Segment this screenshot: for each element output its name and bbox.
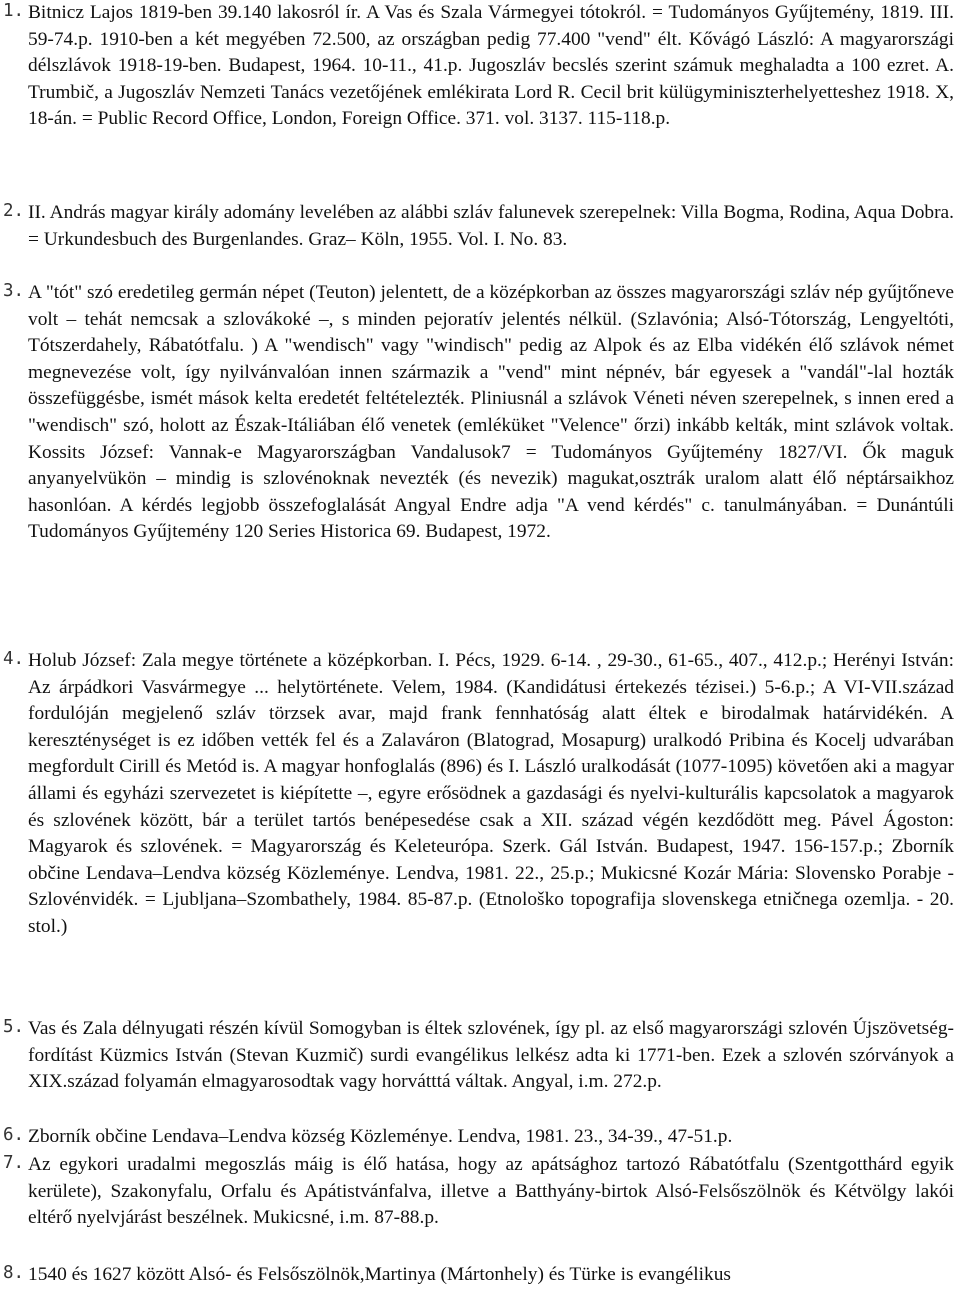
footnote-1 <box>0 0 960 133</box>
footnote-number: 3. <box>3 281 25 301</box>
footnote-text: Az egykori uradalmi megoszlás máig is élő hatása, hogy az apátsághoz tartozó Rábatótfalu (Szentgotthárd egyik kerülete), Szakonyfalu, Orfalu és Apátistvánfalva, illetve a Batthyány-birtok Alsó-Felsőszölnök és Kétvölgy lakói eltérő nyelvjárást beszélnek. Mukicsné, i.m. 87-88.p. <box>28 1154 954 1229</box>
footnote-number: 1. <box>3 1 25 21</box>
footnote-4 <box>0 648 960 941</box>
footnote-text: Vas és Zala délnyugati részén kívül Somogyban is éltek szlovének, így pl. az első magyarországi szlovén Újszövetség-fordítást Küzmics István (Stevan Kuzmič) surdi evangélikus lelkész adta ki 1771-ben. Ezek a szlovén szórványok a XIX.század folyamán elmagyarosodtak vagy horvátttá váltak. Angyal, i.m. 272.p. <box>28 1018 954 1093</box>
footnote-number: 5. <box>3 1017 25 1037</box>
footnote-2 <box>0 200 960 253</box>
footnote-number: 2. <box>3 201 25 221</box>
footnote-number: 4. <box>3 649 25 669</box>
footnote-text: II. András magyar király adomány levelében az alábbi szláv falunevek szerepelnek: Villa Bogma, Rodina, Aqua Dobra. = Urkundesbuch des Burgenlandes. Graz– Köln, 1955. Vol. I. No. 83. <box>28 202 954 250</box>
footnote-text: A "tót" szó eredetileg germán népet (Teuton) jelentett, de a középkorban az összes magyarországi szláv nép gyűjtőneve volt – tehát nemcsak a szlovákoké –, s minden pejoratív jelentés nélkül. (Szlavónia; Alsó-Tótország, Lengyeltóti, Tótszerdahely, Rábatótfalu. ) A "wendisch" vagy "windisch" pedig az Alpok és az Elba vidékén élő szlávok német megnevezése volt, így nyilvánvalóan innen származik a "vend" mint népnév, bár egyesek a "vandál"-lal hozták összefüggésbe, ismét mások kelta eredetét feltételezték. Pliniusnál a szlávok Véneti néven szerepelnek, s innen ered a "wendisch" szó, holott az Észak-Itáliában élő venetek (emléküket "Velence" őrzi) inkább kelták, mint szlávok voltak. Kossits József: Vannak-e Magyarországban Vandalusok7 = Tudományos Gyűjtemény 1827/VI. Ők maguk anyanyelvükön – mindig is szlovénoknak nevezték (és nevezik) magukat,osztrák uralom alatt élő néptársaikhoz hasonlóan. A kérdés legjobb összefoglalását Angyal Endre adja "A vend kérdés" c. tanulmányában. = Dunántúli Tudományos Gyűjtemény 120 Series Historica 69. Budapest, 1972. <box>28 282 954 543</box>
footnote-number: 6. <box>3 1125 25 1145</box>
footnote-number: 7. <box>3 1153 25 1173</box>
footnote-8 <box>0 1262 960 1289</box>
footnote-text: Zborník občine Lendava–Lendva község Közleménye. Lendva, 1981. 23., 34-39., 47-51.p. <box>28 1126 733 1147</box>
footnote-3 <box>0 280 960 546</box>
footnote-6 <box>0 1124 960 1151</box>
footnote-text: 1540 és 1627 között Alsó- és Felsőszölnök,Martinya (Mártonhely) és Türke is evangélikus <box>28 1264 731 1285</box>
footnote-text: Holub József: Zala megye története a középkorban. I. Pécs, 1929. 6-14. , 29-30., 61-65., 407., 412.p.; Herényi István: Az árpádkori Vasvármegye ... helytörténete. Velem, 1984. (Kandidátusi értekezés tézisei.) 5-6.p.; A VI-VII.század fordulóján megjelenő szláv törzsek avar, majd frank fennhatóság alatt éltek e birodalmak határvidékén. A kereszténységet is ez időben vették fel és a Zalaváron (Blatograd, Mosapurg) uralkodó Pribina és Kocelj udvarában megfordult Cirill és Metód is. A magyar honfoglalás (896) és I. László uralkodását (1077-1095) követően aki a magyar állami és egyházi szervezetet is kiépítette –, egyre erősödnek a gazdasági és nyelvi-kulturális kapcsolatok a magyarok és szlovének között, bár a terület tartós benépesedése csak a XII. század végén kezdődött meg. Pável Ágoston: Magyarok és szlovének. = Magyarország és Keleteurópa. Szerk. Gál István. Budapest, 1947. 156-157.p.; Zborník občine Lendava–Lendva község Közleménye. Lendva, 1981. 22., 25.p.; Mukicsné Kozár Mária: Slovensko Porabje - Szlovénvidék. = Ljubljana–Szombathely, 1984. 85-87.p. (Etnološko topografija slovenskega etničnega ozemlja. - 20. stol.) <box>28 650 954 937</box>
footnote-text: Bitnicz Lajos 1819-ben 39.140 lakosról ír. A Vas és Szala Vármegyei tótokról. = Tudományos Gyűjtemény, 1819. III. 59-74.p. 1910-ben a két megyében 72.500, az országban pedig 77.400 "vend" élt. Kővágó László: A magyarországi délszlávok 1918-19-ben. Budapest, 1964. 10-11., 41.p. Jugoszláv becslés szerint számuk meghaladta a 100 ezret. A. Trumbič, a Jugoszláv Nemzeti Tanács vezetőjének emlékirata Lord R. Cecil brit külügyminiszterhelyetteshez 1918. X, 18-án. = Public Record Office, London, Foreign Office. 371. vol. 3137. 115-118.p. <box>28 2 954 130</box>
footnote-5 <box>0 1016 960 1096</box>
footnote-number: 8. <box>3 1263 25 1283</box>
footnote-7 <box>0 1152 960 1232</box>
